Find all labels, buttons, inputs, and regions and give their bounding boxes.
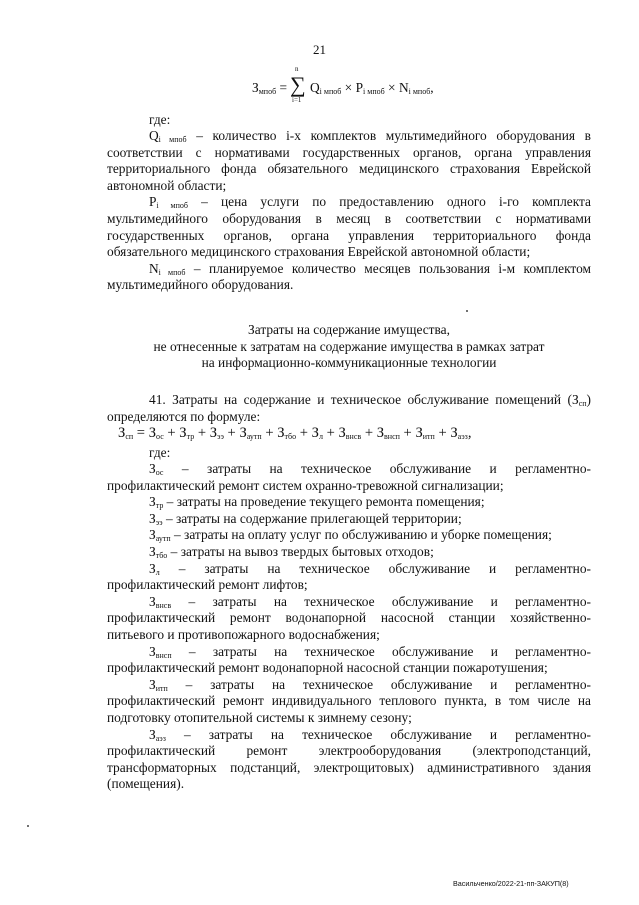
formula-term: $З_{ээ}$ [209, 425, 224, 441]
definition-line: (помещения). [107, 776, 185, 792]
definition-line: $З_{тр}$ – затраты на проведение текущего ремонта помещения; [149, 494, 485, 511]
where-label-1: где: [149, 112, 171, 127]
definition-line: $З_{внсв}$ – затраты на техническое обслуживание и регламентно- [149, 593, 591, 610]
definition-symbol: $З_{ос}$ [149, 461, 164, 477]
definition-symbol: $З_{аутп}$ [149, 527, 171, 544]
definition-line: обязательного медицинского страхования Еврейской автономной области; [107, 244, 531, 260]
definition-item [107, 544, 591, 561]
formula-term: $З_{тр}$ [179, 425, 195, 441]
definition-item [107, 128, 591, 194]
definition-item [107, 494, 591, 511]
definition-item [107, 461, 591, 494]
scan-speck [27, 825, 29, 827]
definition-item [107, 594, 591, 644]
section-heading [107, 322, 591, 372]
definition-symbol: $З_{тр}$ [149, 494, 164, 511]
definition-line: профилактический ремонт лифтов; [107, 577, 308, 593]
formula-term: $З_{сп}$ [118, 425, 134, 441]
definition-symbol: $З_{внсв}$ [149, 593, 172, 610]
heading-line: не отнесенные к затратам на содержание имущества в рамках затрат [153, 338, 545, 354]
definition-line: соответствии с нормативами государственных органов, органа управления [107, 144, 591, 160]
definition-line: подготовку отопительной системы к зимнему сезону; [107, 709, 412, 725]
formula-term: $З_{внсп}$ [376, 425, 400, 441]
formula-term: $З_{аутп}$ [239, 425, 262, 441]
formula-term: $З_{аэз}$ [450, 425, 468, 441]
definition-item [107, 727, 591, 793]
definition-symbol: $З_л$ [149, 560, 160, 577]
definition-item [107, 644, 591, 677]
sum-upper-limit: n [295, 65, 299, 73]
where-label-2: где: [149, 445, 171, 460]
definition-line: $З_л$ – затраты на техническое обслуживание и регламентно- [149, 560, 591, 577]
formula-term: $З_{ос}$ [148, 425, 164, 441]
definition-symbol: $З_{итп}$ [149, 676, 168, 693]
definition-line: $Q_{i мпоб}$ – количество i-х комплектов мультимедийного оборудования в [149, 128, 591, 144]
formula-term: $З_{тбо}$ [277, 425, 297, 441]
definition-line: трансформаторных подстанций, электрощитовых) административного здания [107, 759, 591, 775]
definition-symbol: $З_{ээ}$ [149, 510, 163, 527]
definition-line: $P_{i мпоб}$ – цена услуги по предоставлению одного i-го комплекта [149, 194, 591, 211]
definition-symbol: $Q_{i мпоб}$ [149, 128, 187, 144]
definition-item [107, 194, 591, 260]
document-footer: Васильченко/2022-21-пп-ЗАКУП(8) [453, 879, 569, 888]
summation-sign: ∑ [290, 72, 306, 97]
formula-premises-cost: $З_{сп} = З_{ос} + З_{тр} + З_{ээ} + З_{аутп} + З_{тбо} + З_л + З_{внсв} + З_{внсп} + З_{итп} + З_{аэз}$, [118, 425, 472, 441]
definition-symbol: $З_{тбо}$ [149, 543, 168, 560]
definition-line: питьевого и противопожарного водоснабжения; [107, 626, 380, 642]
definition-line: профилактический ремонт систем охранно-тревожной сигнализации; [107, 477, 504, 493]
definition-line: государственных органов, органа управления территориального фонда [107, 227, 591, 243]
page-number: 21 [313, 42, 326, 57]
definitions-1 [107, 128, 591, 294]
definition-line: $N_{i мпоб}$ – планируемое количество месяцев пользования i-м комплектом [149, 260, 591, 277]
item-41: 41. Затраты на содержание и техническое обслуживание помещений $(З_{сп})$ определяются по формуле: [107, 392, 591, 424]
definition-line: мультимедийного оборудования. [107, 277, 294, 293]
formula-lhs: $З_{мпоб}$ = [252, 80, 288, 96]
formula-term: $З_л$ [311, 425, 323, 441]
definition-line: $З_{ос}$ – затраты на техническое обслуживание и регламентно- [149, 461, 591, 477]
definition-item [107, 527, 591, 544]
sum-lower-limit: i=1 [292, 96, 302, 104]
definition-line: $З_{итп}$ – затраты на техническое обслуживание и регламентно- [149, 676, 591, 693]
definition-item [107, 511, 591, 528]
definition-line: $З_{тбо}$ – затраты на вывоз твердых бытовых отходов; [149, 543, 434, 560]
definition-line: профилактический ремонт индивидуального теплового пункта, в том числе на [107, 693, 591, 709]
heading-line: Затраты на содержание имущества, [248, 322, 450, 337]
definition-symbol: $P_{i мпоб}$ [149, 194, 188, 211]
definition-line: профилактический ремонт электрооборудования (электроподстанций, [107, 743, 591, 759]
definition-line: $З_{аэз}$ – затраты на техническое обслуживание и регламентно- [149, 726, 591, 743]
definition-line: профилактический ремонт водонапорной насосной станции хозяйственно- [107, 610, 591, 626]
scan-speck [466, 310, 468, 312]
heading-line: на информационно-коммуникационные технологии [201, 355, 497, 371]
definition-symbol: $З_{аэз}$ [149, 726, 166, 743]
definition-symbol: $З_{внсп}$ [149, 643, 172, 660]
definition-symbol: $N_{i мпоб}$ [149, 260, 186, 277]
formula-term: $З_{итп}$ [415, 425, 435, 441]
formula-rhs: $Q_{i мпоб} \times P_{i мпоб} \times N_{i мпоб}$, [310, 80, 434, 96]
definition-line: $З_{внсп}$ – затраты на техническое обслуживание и регламентно- [149, 643, 591, 660]
definition-line: $З_{ээ}$ – затраты на содержание прилегающей территории; [149, 510, 462, 527]
formula-term: $З_{внсв}$ [338, 425, 362, 441]
definition-line: мультимедийного оборудования в месяц в соответствии с нормативами [107, 210, 591, 226]
definition-line: автономной области; [107, 177, 227, 193]
definition-line: $З_{аутп}$ – затраты на оплату услуг по обслуживанию и уборке помещения; [149, 527, 552, 544]
definitions-2 [107, 461, 591, 793]
definition-line: территориального фонда обязательного медицинского страхования Еврейской [107, 161, 591, 177]
definition-item [107, 561, 591, 594]
definition-line: профилактический ремонт водонапорной насосной станции пожаротушения; [107, 660, 548, 676]
definition-item [107, 261, 591, 294]
definition-item [107, 677, 591, 727]
formula-multimedia-cost [252, 58, 472, 106]
